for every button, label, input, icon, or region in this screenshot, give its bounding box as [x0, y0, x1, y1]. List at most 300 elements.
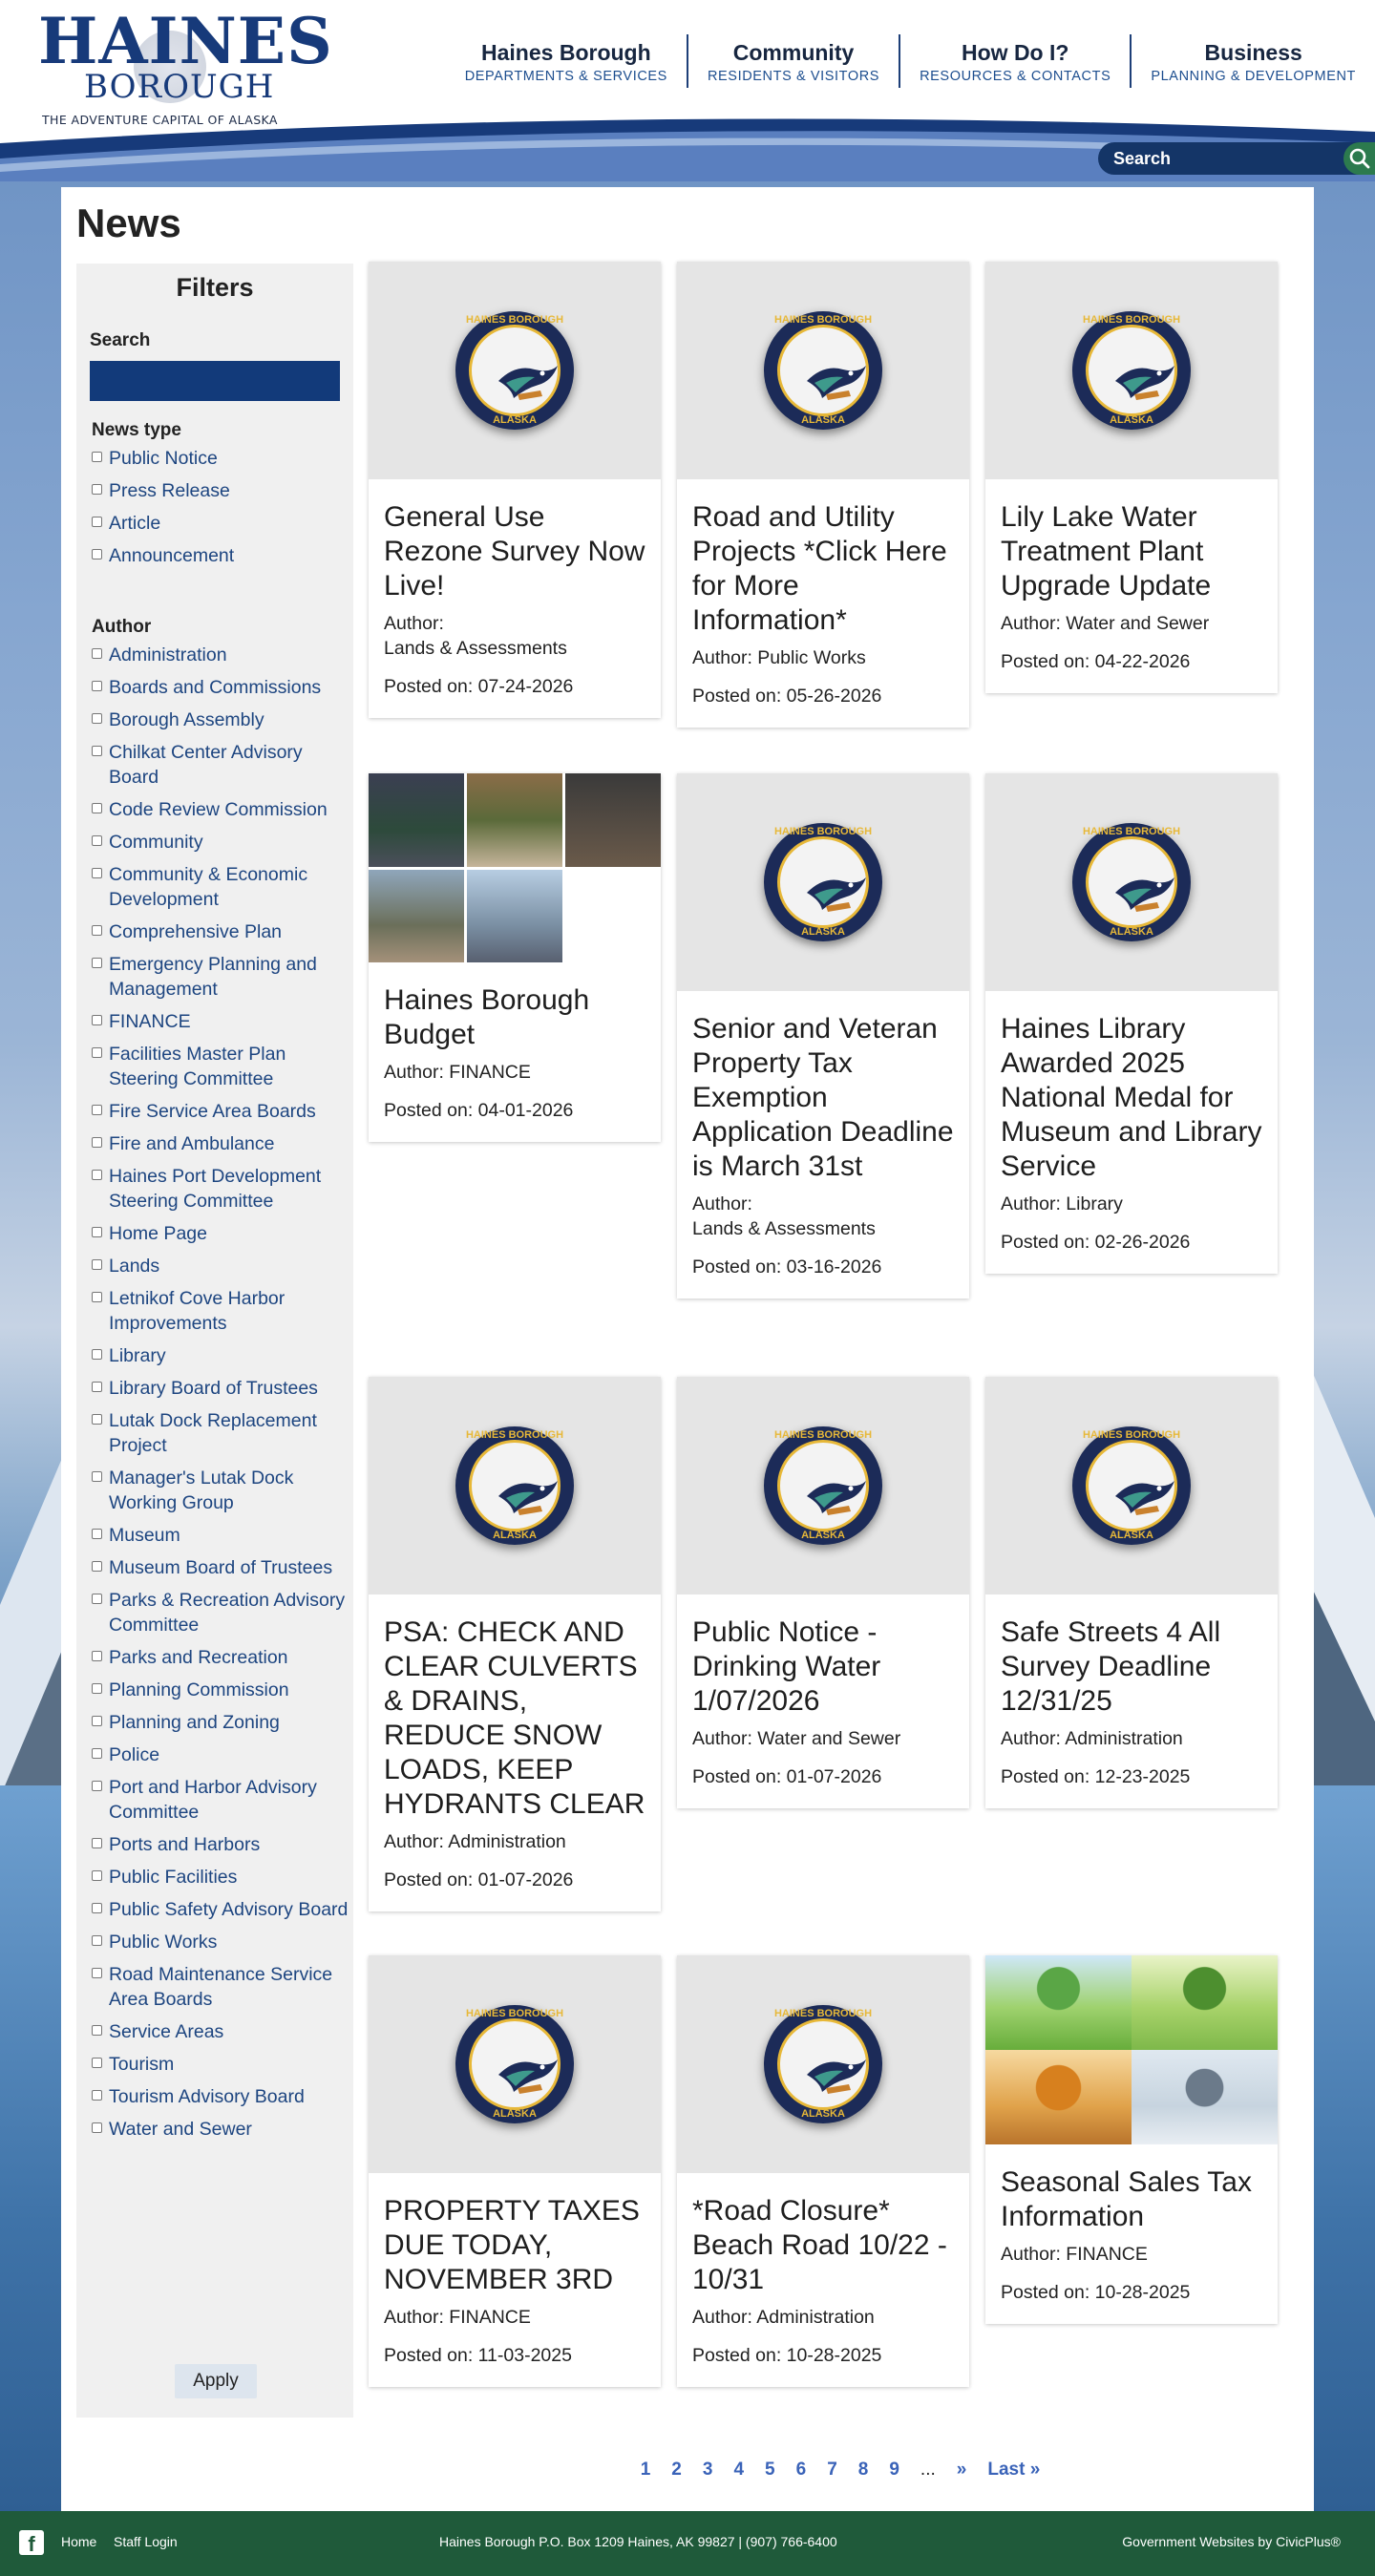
haines-borough-seal-icon: [455, 311, 574, 430]
author-option[interactable]: [92, 1164, 349, 1214]
collage-photo: [369, 773, 464, 867]
news-type-option[interactable]: [92, 511, 349, 536]
news-card-title[interactable]: PSA: CHECK AND CLEAR CULVERTS & DRAINS, REDUCE SNOW LOADS, KEEP HYDRANTS CLEAR: [384, 1616, 645, 1820]
author-option[interactable]: [92, 1710, 349, 1735]
news-card-author: [384, 611, 645, 661]
collage-photo: [467, 870, 562, 963]
apply-filters-button[interactable]: Apply: [175, 2364, 257, 2398]
author-option[interactable]: [92, 1131, 349, 1156]
checkbox[interactable]: [92, 1561, 102, 1572]
news-card-body: [985, 2144, 1278, 2324]
author-option-label: Code Review Commission: [109, 799, 328, 820]
news-card-date: [692, 1764, 954, 1789]
author-name: Public Works: [757, 647, 866, 668]
collage-photo: [467, 773, 562, 867]
checkbox[interactable]: [92, 868, 102, 878]
checkbox[interactable]: [92, 681, 102, 691]
nav-item-sublabel: RESIDENTS & VISITORS: [707, 68, 880, 84]
author-option[interactable]: [92, 2084, 349, 2109]
seal-top-text: HAINES BOROUGH: [465, 314, 564, 326]
news-card-title[interactable]: General Use Rezone Survey Now Live!: [384, 501, 645, 602]
date-prefix: Posted on:: [1001, 1232, 1090, 1253]
news-card[interactable]: [985, 1955, 1278, 2324]
seal-top-text: HAINES BOROUGH: [1082, 314, 1181, 326]
nav-item-sublabel: PLANNING & DEVELOPMENT: [1151, 68, 1356, 84]
haines-borough-seal-icon: [455, 2005, 574, 2123]
news-card[interactable]: [677, 1955, 969, 2387]
author-name: Administration: [448, 1831, 566, 1852]
seal-bottom-text: ALASKA: [801, 1530, 845, 1541]
checkbox[interactable]: [92, 1170, 102, 1180]
collage-photo: [369, 870, 464, 963]
facebook-icon[interactable]: f: [19, 2530, 44, 2555]
season-tree-photo: [1132, 2050, 1278, 2144]
seal-ring: [1086, 325, 1177, 416]
author-option[interactable]: [92, 1254, 349, 1278]
author-option[interactable]: [92, 1408, 349, 1458]
author-option[interactable]: [92, 1930, 349, 1954]
author-option-label: Lands: [109, 1256, 160, 1277]
author-option[interactable]: [92, 1897, 349, 1922]
author-prefix: Author:: [692, 1728, 752, 1749]
news-card-date: [1001, 1764, 1262, 1789]
checkbox[interactable]: [92, 1903, 102, 1913]
news-card-author: [692, 1192, 954, 1241]
author-option[interactable]: [92, 643, 349, 667]
author-option-label: Tourism: [109, 2054, 175, 2075]
filter-search-input[interactable]: [90, 361, 340, 401]
nav-item-label: Haines Borough: [481, 40, 651, 65]
date-value: 10-28-2025: [1094, 2282, 1191, 2303]
date-value: 05-26-2026: [786, 686, 882, 707]
news-card-image: [369, 262, 661, 479]
author-option-label: Manager's Lutak Dock Working Group: [109, 1467, 294, 1513]
page-link[interactable]: 9: [889, 2460, 899, 2480]
author-option[interactable]: [92, 1832, 349, 1857]
nav-item-label: Community: [732, 40, 855, 65]
site-search-input[interactable]: [1098, 149, 1343, 169]
author-option[interactable]: [92, 830, 349, 855]
checkbox[interactable]: [92, 1594, 102, 1604]
pagination: [61, 2460, 1314, 2481]
news-card-image: [369, 1377, 661, 1594]
haines-borough-seal-icon: [455, 1426, 574, 1545]
nav-item-community[interactable]: [687, 34, 899, 88]
seal-bottom-text: ALASKA: [493, 414, 537, 426]
checkbox[interactable]: [92, 713, 102, 724]
author-list: [92, 643, 349, 2142]
news-card-image: [985, 262, 1278, 479]
author-prefix: Author:: [384, 1831, 444, 1852]
checkbox[interactable]: [92, 2058, 102, 2068]
main-nav: [446, 34, 1375, 88]
nav-item-sublabel: RESOURCES & CONTACTS: [920, 68, 1111, 84]
checkbox[interactable]: [92, 1529, 102, 1539]
author-option-label: Fire Service Area Boards: [109, 1101, 316, 1122]
news-type-option[interactable]: [92, 543, 349, 568]
author-prefix: Author:: [1001, 1728, 1061, 1749]
seal-bottom-text: ALASKA: [801, 926, 845, 938]
seal-bottom-text: ALASKA: [1110, 926, 1153, 938]
seal-ring: [1086, 836, 1177, 928]
seal-top-text: HAINES BOROUGH: [773, 2008, 873, 2019]
checkbox[interactable]: [92, 1047, 102, 1058]
search-button[interactable]: [1343, 142, 1375, 175]
date-prefix: Posted on:: [384, 1869, 474, 1890]
checkbox[interactable]: [92, 835, 102, 846]
seal-top-text: HAINES BOROUGH: [1082, 826, 1181, 837]
date-prefix: Posted on:: [1001, 651, 1090, 672]
date-prefix: Posted on:: [384, 676, 474, 697]
news-card-image: [677, 1377, 969, 1594]
author-option[interactable]: [92, 675, 349, 700]
news-card-title[interactable]: Road and Utility Projects *Click Here for More Information*: [692, 501, 947, 636]
author-option-label: Planning and Zoning: [109, 1712, 280, 1733]
eagle-icon: [805, 1475, 868, 1519]
news-card-body: [985, 1594, 1278, 1808]
footer-home-link[interactable]: Home: [61, 2534, 97, 2549]
news-card-author: [1001, 1726, 1262, 1751]
news-type-option-label: Public Notice: [109, 448, 218, 469]
author-option-label: Community: [109, 832, 203, 853]
news-type-list: [92, 446, 349, 568]
haines-borough-seal-icon: [1072, 823, 1191, 941]
seal-ring: [469, 325, 561, 416]
news-card[interactable]: [985, 1377, 1278, 1808]
checkbox[interactable]: [92, 2025, 102, 2036]
checkbox[interactable]: [92, 1137, 102, 1148]
checkbox[interactable]: [92, 1935, 102, 1946]
news-card-date: [1001, 1230, 1262, 1255]
collage-photo: [565, 773, 661, 867]
author-name: Administration: [1065, 1728, 1183, 1749]
checkbox[interactable]: [92, 1382, 102, 1392]
author-name: Lands & Assessments: [692, 1218, 876, 1239]
news-card-title[interactable]: Haines Borough Budget: [384, 984, 590, 1050]
seal-top-text: HAINES BOROUGH: [773, 314, 873, 326]
news-card-author: [692, 2305, 954, 2330]
seal-bottom-text: ALASKA: [493, 1530, 537, 1541]
author-option[interactable]: [92, 1466, 349, 1515]
news-card[interactable]: [677, 262, 969, 728]
news-type-option-label: Announcement: [109, 545, 235, 566]
eagle-icon: [805, 2054, 868, 2098]
author-prefix: Author:: [384, 1062, 444, 1083]
page-link[interactable]: 6: [795, 2460, 807, 2480]
checkbox[interactable]: [92, 1716, 102, 1726]
author-option[interactable]: [92, 1775, 349, 1825]
news-card-title[interactable]: PROPERTY TAXES DUE TODAY, NOVEMBER 3RD: [384, 2195, 640, 2295]
filters-panel: [76, 264, 353, 2418]
checkbox[interactable]: [92, 1349, 102, 1360]
author-option[interactable]: [92, 919, 349, 944]
author-option[interactable]: [92, 2019, 349, 2044]
date-value: 02-26-2026: [1094, 1232, 1191, 1253]
news-card-body: [985, 991, 1278, 1274]
seal-ring: [469, 1440, 561, 1531]
author-option-label: Museum Board of Trustees: [109, 1557, 333, 1578]
haines-borough-seal-icon: [764, 823, 882, 941]
seal-top-text: HAINES BOROUGH: [465, 1429, 564, 1441]
haines-borough-seal-icon: [764, 311, 882, 430]
author-option-label: FINANCE: [109, 1011, 191, 1032]
site-logo[interactable]: [38, 4, 333, 129]
date-value: 01-07-2026: [477, 1869, 574, 1890]
page-link[interactable]: 5: [765, 2460, 775, 2480]
date-prefix: Posted on:: [1001, 1766, 1090, 1787]
author-option[interactable]: [92, 862, 349, 912]
author-option[interactable]: [92, 1555, 349, 1580]
nav-item-how-do-i[interactable]: [899, 34, 1130, 88]
news-card-author: [692, 1726, 954, 1751]
author-prefix: Author:: [692, 647, 752, 668]
author-option[interactable]: [92, 707, 349, 732]
news-card[interactable]: [369, 1955, 661, 2387]
author-option-label: Parks & Recreation Advisory Committee: [109, 1590, 346, 1636]
pagination-ellipsis: ...: [920, 2460, 936, 2480]
news-card-author: [1001, 1192, 1262, 1216]
author-option[interactable]: [92, 2052, 349, 2077]
author-option-label: Planning Commission: [109, 1679, 289, 1700]
checkbox[interactable]: [92, 958, 102, 968]
news-card-body: [369, 962, 661, 1142]
author-option[interactable]: [92, 1009, 349, 1034]
news-card-title[interactable]: Lily Lake Water Treatment Plant Upgrade Update: [1001, 501, 1212, 602]
checkbox[interactable]: [92, 1781, 102, 1791]
checkbox[interactable]: [92, 1292, 102, 1302]
author-option-label: Public Works: [109, 1932, 218, 1953]
date-prefix: Posted on:: [692, 1766, 782, 1787]
eagle-icon: [497, 2054, 560, 2098]
author-option-label: Administration: [109, 644, 227, 665]
filter-search-label: Search: [90, 330, 151, 350]
author-option-label: Water and Sewer: [109, 2119, 252, 2140]
news-card-image: [677, 1955, 969, 2173]
author-option-label: Library: [109, 1345, 166, 1366]
date-prefix: Posted on:: [1001, 2282, 1090, 2303]
nav-item-label: How Do I?: [962, 40, 1069, 65]
news-card-body: [985, 479, 1278, 693]
date-value: 03-16-2026: [786, 1256, 882, 1277]
nav-item-label: Business: [1204, 40, 1302, 65]
page-link[interactable]: 8: [857, 2460, 869, 2480]
news-card-author: [692, 645, 954, 670]
news-card-image: [677, 773, 969, 991]
author-option[interactable]: [92, 952, 349, 1002]
seal-top-text: HAINES BOROUGH: [1082, 1429, 1181, 1441]
news-card-image: [985, 773, 1278, 991]
checkbox[interactable]: [92, 549, 102, 560]
news-card[interactable]: [677, 1377, 969, 1808]
news-card-title[interactable]: Public Notice - Drinking Water 1/07/2026: [692, 1616, 881, 1717]
author-name: FINANCE: [449, 1062, 531, 1083]
checkbox[interactable]: [92, 1968, 102, 1978]
logo-title: HAINES: [38, 4, 333, 78]
haines-borough-seal-icon: [1072, 1426, 1191, 1545]
checkbox[interactable]: [92, 925, 102, 936]
eagle-icon: [497, 360, 560, 404]
news-card-body: [677, 2173, 969, 2387]
season-tree-photo: [1132, 1955, 1278, 2050]
news-card[interactable]: [985, 773, 1278, 1274]
filters-heading: Filters: [176, 273, 254, 302]
author-option-label: Library Board of Trustees: [109, 1378, 318, 1399]
author-name: FINANCE: [449, 2307, 531, 2328]
seal-top-text: HAINES BOROUGH: [465, 2008, 564, 2019]
date-value: 12-23-2025: [1094, 1766, 1191, 1787]
checkbox[interactable]: [92, 1105, 102, 1115]
seal-ring: [777, 836, 869, 928]
eagle-icon: [1113, 1475, 1176, 1519]
nav-item-sublabel: DEPARTMENTS & SERVICES: [464, 68, 667, 84]
photo-collage-image: [369, 773, 661, 962]
date-value: 01-07-2026: [786, 1766, 882, 1787]
last-page-link[interactable]: Last »: [987, 2460, 1041, 2480]
seal-bottom-text: ALASKA: [801, 2108, 845, 2120]
page-link[interactable]: 4: [733, 2460, 745, 2480]
author-option[interactable]: [92, 1376, 349, 1401]
checkbox[interactable]: [92, 1838, 102, 1848]
date-value: 11-03-2025: [477, 2345, 572, 2366]
news-card-image: [985, 1377, 1278, 1594]
author-option-label: Fire and Ambulance: [109, 1133, 275, 1154]
author-option[interactable]: [92, 797, 349, 822]
checkbox[interactable]: [92, 1259, 102, 1270]
author-prefix: Author:: [1001, 613, 1061, 634]
news-card[interactable]: [369, 773, 661, 1142]
author-option-label: Museum: [109, 1525, 180, 1546]
checkbox[interactable]: [92, 484, 102, 495]
collage-photo: [565, 870, 661, 963]
eagle-icon: [805, 360, 868, 404]
author-name: Water and Sewer: [757, 1728, 901, 1749]
news-card-date: [384, 1098, 645, 1123]
news-card[interactable]: [369, 1377, 661, 1911]
news-type-filter: [92, 420, 349, 576]
author-option-label: Ports and Harbors: [109, 1834, 261, 1855]
nav-item-business[interactable]: [1130, 34, 1375, 88]
author-option[interactable]: [92, 1742, 349, 1767]
season-tree-photo: [985, 2050, 1132, 2144]
author-option-label: Chilkat Center Advisory Board: [109, 742, 303, 788]
author-option-label: Tourism Advisory Board: [109, 2086, 305, 2107]
news-card-title[interactable]: Seasonal Sales Tax Information: [1001, 2166, 1252, 2232]
author-option[interactable]: [92, 2117, 349, 2142]
checkbox[interactable]: [92, 648, 102, 659]
seal-top-text: HAINES BOROUGH: [773, 826, 873, 837]
news-card[interactable]: [369, 262, 661, 718]
author-option[interactable]: [92, 1588, 349, 1637]
news-card-date: [1001, 2280, 1262, 2305]
author-label: Author: [92, 617, 152, 637]
author-name: FINANCE: [1066, 2244, 1148, 2265]
news-card-author: [1001, 2242, 1262, 2267]
date-prefix: Posted on:: [384, 1100, 474, 1121]
page-link[interactable]: 7: [827, 2460, 837, 2480]
author-option[interactable]: [92, 1523, 349, 1548]
news-card[interactable]: [677, 773, 969, 1299]
news-card-date: [692, 2343, 954, 2368]
news-card-title[interactable]: Haines Library Awarded 2025 National Medal for Museum and Library Service: [1001, 1013, 1262, 1182]
author-option-label: Home Page: [109, 1223, 207, 1244]
author-option[interactable]: [92, 1343, 349, 1368]
checkbox[interactable]: [92, 2122, 102, 2133]
author-prefix: Author:: [692, 1193, 752, 1214]
author-option-label: Service Areas: [109, 2021, 224, 2042]
checkbox[interactable]: [92, 452, 102, 462]
author-option-label: Haines Port Development Steering Committee: [109, 1166, 322, 1212]
author-option[interactable]: [92, 1286, 349, 1336]
seal-bottom-text: ALASKA: [493, 2108, 537, 2120]
page-link[interactable]: 3: [702, 2460, 713, 2480]
author-option[interactable]: [92, 1099, 349, 1124]
logo-subtitle: BOROUGH: [84, 68, 275, 106]
seal-ring: [777, 2018, 869, 2110]
seal-ring: [469, 2018, 561, 2110]
news-card[interactable]: [985, 262, 1278, 693]
page-link[interactable]: 2: [671, 2460, 682, 2480]
author-option[interactable]: [92, 1678, 349, 1702]
checkbox[interactable]: [92, 803, 102, 813]
author-name: Lands & Assessments: [384, 638, 567, 659]
checkbox[interactable]: [92, 1683, 102, 1694]
author-option[interactable]: [92, 1042, 349, 1091]
checkbox[interactable]: [92, 1227, 102, 1237]
author-option[interactable]: [92, 1865, 349, 1890]
news-card-date: [384, 2343, 645, 2368]
news-card-title[interactable]: Senior and Veteran Property Tax Exemption Application Deadline is March 31st: [692, 1013, 954, 1182]
checkbox[interactable]: [92, 1015, 102, 1025]
author-option-label: Boards and Commissions: [109, 677, 322, 698]
author-option[interactable]: [92, 740, 349, 790]
checkbox[interactable]: [92, 2090, 102, 2101]
footer-staff-login-link[interactable]: Staff Login: [114, 2534, 178, 2549]
checkbox[interactable]: [92, 517, 102, 527]
checkbox[interactable]: [92, 1414, 102, 1425]
checkbox[interactable]: [92, 1748, 102, 1759]
page-link[interactable]: 1: [640, 2460, 651, 2480]
news-card-date: [384, 1868, 645, 1892]
checkbox[interactable]: [92, 746, 102, 756]
author-option[interactable]: [92, 1221, 349, 1246]
checkbox[interactable]: [92, 1651, 102, 1661]
author-option[interactable]: [92, 1962, 349, 2012]
news-card-title[interactable]: *Road Closure* Beach Road 10/22 - 10/31: [692, 2195, 947, 2295]
seal-bottom-text: ALASKA: [1110, 1530, 1153, 1541]
checkbox[interactable]: [92, 1471, 102, 1482]
nav-item-haines-borough[interactable]: [446, 34, 687, 88]
next-page-link[interactable]: »: [956, 2460, 967, 2480]
date-prefix: Posted on:: [692, 2345, 782, 2366]
news-type-option[interactable]: [92, 478, 349, 503]
author-option-label: Lutak Dock Replacement Project: [109, 1410, 317, 1456]
author-prefix: Author:: [1001, 1193, 1061, 1214]
page-title: News: [76, 201, 181, 245]
author-option-label: Public Facilities: [109, 1867, 238, 1888]
news-card-image: [677, 262, 969, 479]
author-filter: [92, 617, 349, 2149]
author-name: Water and Sewer: [1066, 613, 1210, 634]
author-option-label: Letnikof Cove Harbor Improvements: [109, 1288, 286, 1334]
footer-credit-link[interactable]: Government Websites by CivicPlus®: [1122, 2534, 1341, 2549]
checkbox[interactable]: [92, 1870, 102, 1881]
seal-ring: [1086, 1440, 1177, 1531]
author-option-label: Port and Harbor Advisory Committee: [109, 1777, 317, 1823]
author-option[interactable]: [92, 1645, 349, 1670]
eagle-icon: [497, 1475, 560, 1519]
news-type-option[interactable]: [92, 446, 349, 471]
news-card-title[interactable]: Safe Streets 4 All Survey Deadline 12/31/25: [1001, 1616, 1221, 1717]
